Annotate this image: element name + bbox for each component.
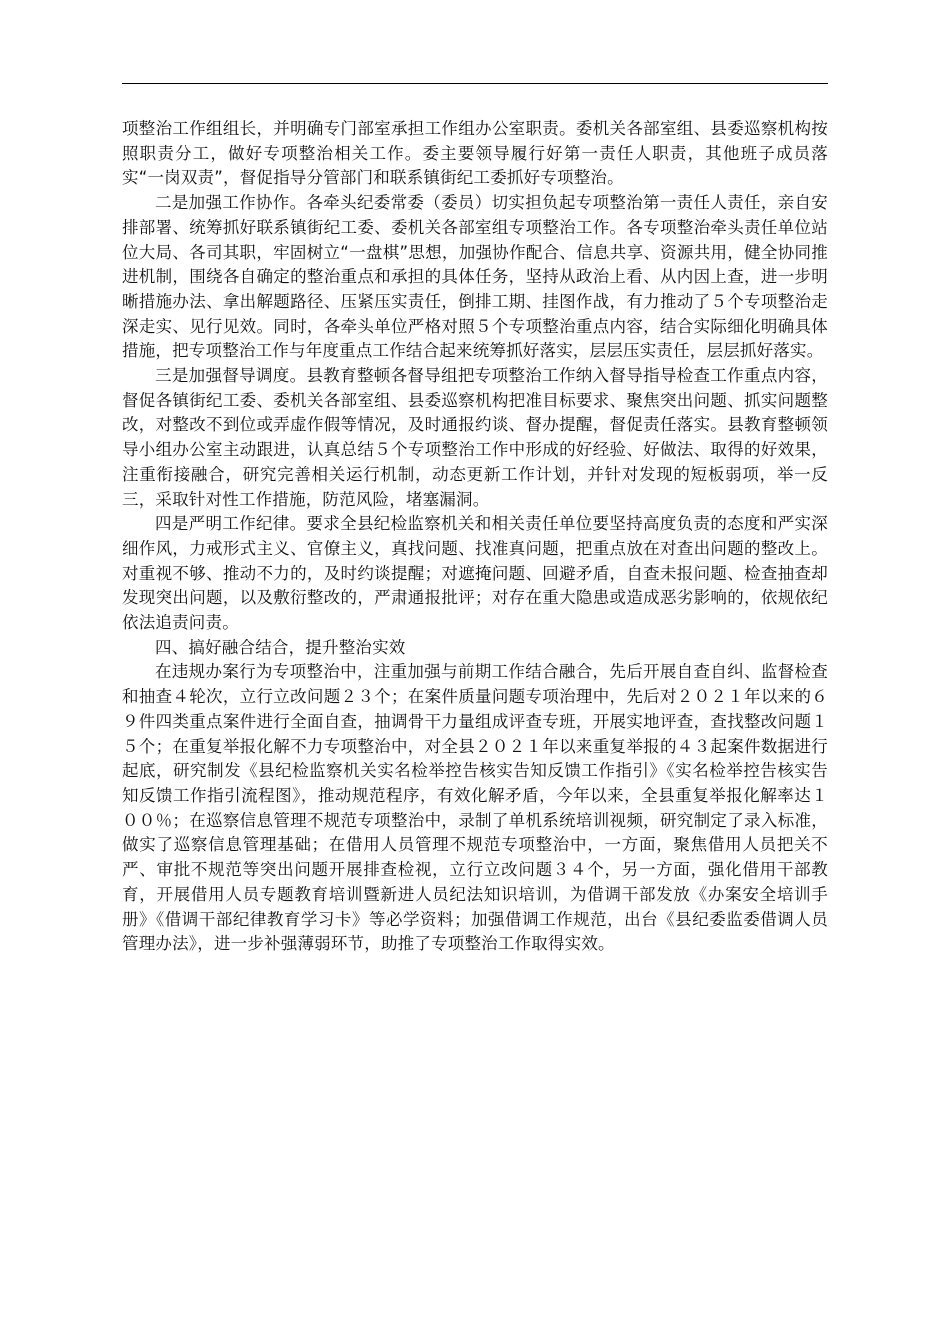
paragraph-discipline: 四是严明工作纪律。要求全县纪检监察机关和相关责任单位要坚持高度负责的态度和严实深细作风，力戒形式主义、官僚主义，真找问题、找准真问题，把重点放在对查出问题的整改上。对重视不够、推动不力的，及时约谈提醒；对遮掩问题、回避矛盾，自查未报问题、检查抽查却发现突出问题，以及敷衍整改的，严肃通报批评；对存在重大隐患或造成恶劣影响的，依规依纪依法追责问责。 <box>122 514 828 633</box>
paragraph-continuation: 项整治工作组组长，并明确专门部室承担工作组办公室职责。委机关各部室组、县委巡察机构按照职责分工，做好专项整治相关工作。委主要领导履行好第一责任人职责，其他班子成员落实“一岗双责”，督促指导分管部门和联系镇街纪工委抓好专项整治。 <box>122 119 828 188</box>
paragraph-supervision: 三是加强督导调度。县教育整顿各督导组把专项整治工作纳入督导指导检查工作重点内容，督促各镇街纪工委、委机关各部室组、县委巡察机构把准目标要求、聚焦突出问题、抓实问题整改，对整改不到位或弄虚作假等情况，及时通报约谈、督办提醒，督促责任落实。县教育整顿领导小组办公室主动跟进，认真总结５个专项整治工作中形成的好经验、好做法、取得的好效果，注重衔接融合，研究完善相关运行机制，动态更新工作计划，并针对发现的短板弱项，举一反三，采取针对性工作措施，防范风险，堵塞漏洞。 <box>122 366 828 509</box>
header-rule <box>122 83 828 84</box>
paragraph-integration: 在违规办案行为专项整治中，注重加强与前期工作结合融合，先后开展自查自纠、监督检查和抽查４轮次，立行立改问题２３个；在案件质量问题专项治理中，先后对２０２１年以来的６９件四类重点案件进行全面自查，抽调骨干力量组成评查专班，开展实地评查，查找整改问题１５个；在重复举报化解不力专项整治中，对全县２０２１年以来重复举报的４３起案件数据进行起底，研究制发《县纪检监察机关实名检举控告核实告知反馈工作指引》《实名检举控告核实告知反馈工作指引流程图》，推动规范程序，有效化解矛盾，今年以来，全县重复举报化解率达１００％；在巡察信息管理不规范专项整治中，录制了单机系统培训视频，研究制定了录入标准，做实了巡察信息管理基础；在借用人员管理不规范专项整治中，一方面，聚焦借用人员把关不严、审批不规范等突出问题开展排查检视，立行立改问题３４个，另一方面，强化借用干部教育，开展借用人员专题教育培训暨新进人员纪法知识培训，为借调干部发放《办案安全培训手册》《借调干部纪律教育学习卡》等必学资料；加强借调工作规范，出台《县纪委监委借调人员管理办法》，进一步补强薄弱环节，助推了专项整治工作取得实效。 <box>122 662 828 954</box>
document-body <box>122 117 828 957</box>
paragraph-work-coordination: 二是加强工作协作。各牵头纪委常委（委员）切实担负起专项整治第一责任人责任，亲自安排部署、统筹抓好联系镇街纪工委、委机关各部室组专项整治工作。各专项整治牵头责任单位站位大局、各司其职，牢固树立“一盘棋”思想，加强协作配合、信息共享、资源共用，健全协同推进机制，围绕各自确定的整治重点和承担的具体任务，坚持从政治上看、从内因上查，进一步明晰措施办法、拿出解题路径、压紧压实责任，倒排工期、挂图作战，有力推动了５个专项整治走深走实、见行见效。同时，各牵头单位严格对照５个专项整治重点内容，结合实际细化明确具体措施，把专项整治工作与年度重点工作结合起来统筹抓好落实，层层压实责任，层层抓好落实。 <box>122 193 828 361</box>
section-heading: 四、搞好融合结合，提升整治实效 <box>155 637 406 657</box>
